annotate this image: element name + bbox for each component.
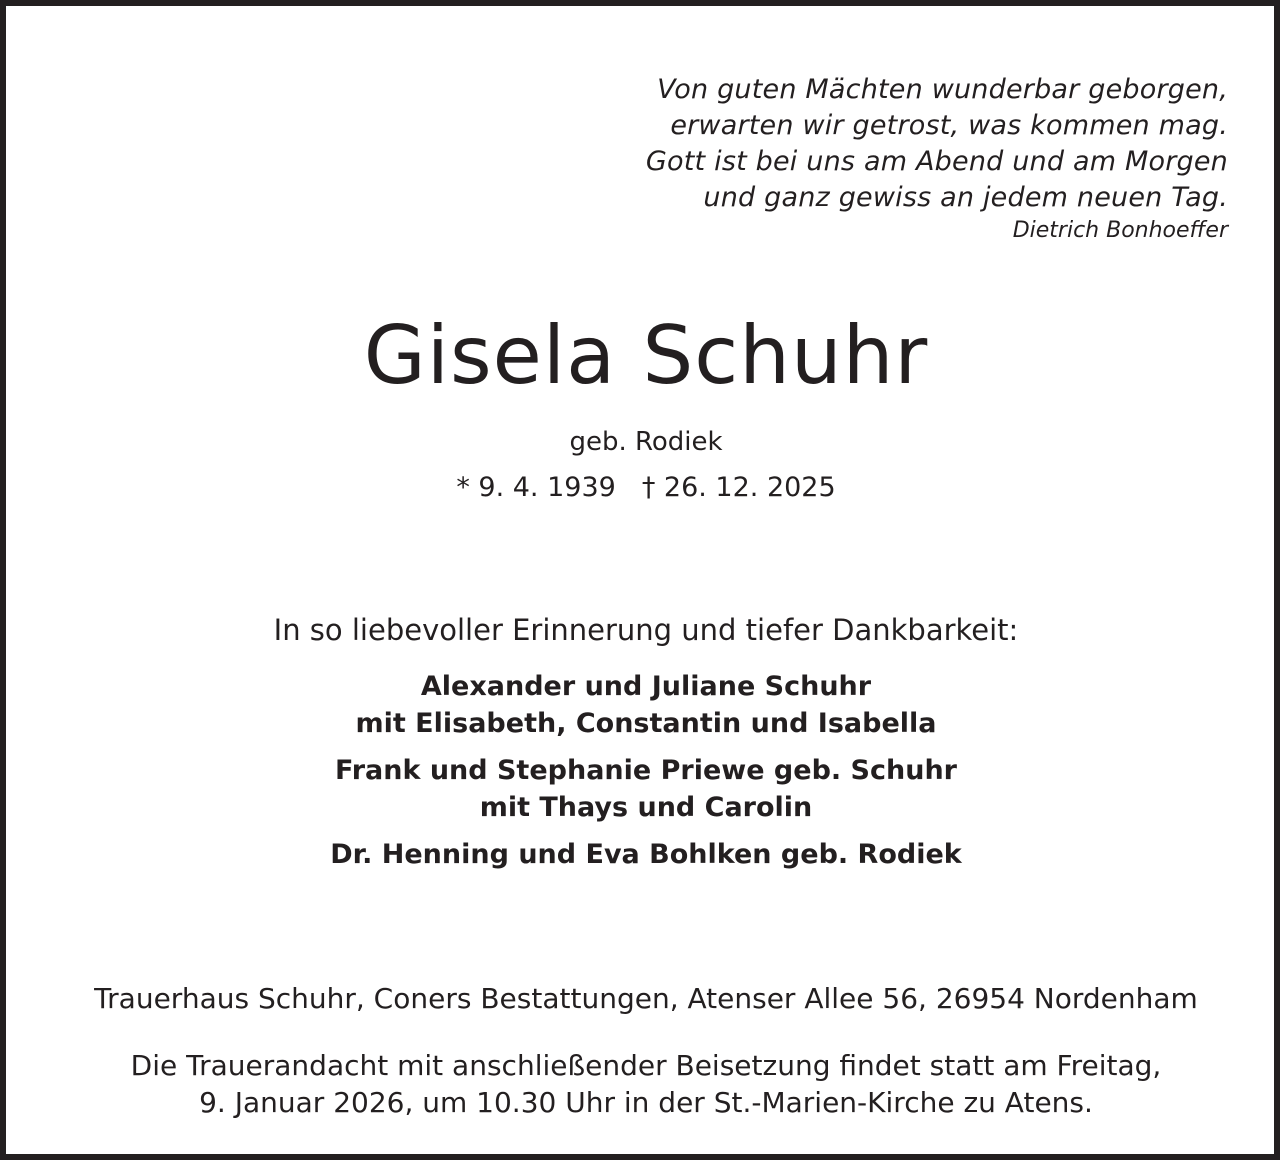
birth-date: * 9. 4. 1939 xyxy=(456,472,616,503)
death-date: † 26. 12. 2025 xyxy=(641,472,836,503)
mourner-line: Alexander und Juliane Schuhr xyxy=(420,671,872,702)
deceased-name: Gisela Schuhr xyxy=(363,309,929,402)
bonhoeffer-quote xyxy=(646,72,1228,246)
mourner-line: Frank und Stephanie Priewe geb. Schuhr xyxy=(334,755,957,786)
quote-line: und ganz gewiss an jedem neuen Tag. xyxy=(703,182,1228,213)
service-line: Die Trauerandacht mit anschließender Beisetzung findet statt am Freitag, xyxy=(130,1049,1162,1082)
mourner-group xyxy=(6,752,1280,826)
quote-author: Dietrich Bonhoeffer xyxy=(1012,218,1228,243)
funeral-service-notice xyxy=(6,1047,1280,1121)
mourning-house-address: Trauerhaus Schuhr, Coners Bestattungen, Atenser Allee 56, 26954 Nordenham xyxy=(94,982,1198,1015)
mourners-list xyxy=(6,668,1280,883)
thanks-line: In so liebevoller Erinnerung und tiefer Dankbarkeit: xyxy=(273,613,1019,647)
mourner-line: mit Thays und Carolin xyxy=(479,792,813,823)
mourner-line: mit Elisabeth, Constantin und Isabella xyxy=(355,708,937,739)
service-line: 9. Januar 2026, um 10.30 Uhr in der St.-Marien-Kirche zu Atens. xyxy=(199,1086,1093,1119)
mourner-line: Dr. Henning und Eva Bohlken geb. Rodiek xyxy=(330,839,962,870)
quote-line: erwarten wir getrost, was kommen mag. xyxy=(670,110,1228,141)
mourner-group xyxy=(6,836,1280,873)
quote-line: Gott ist bei uns am Abend und am Morgen xyxy=(645,146,1228,177)
quote-line: Von guten Mächten wunderbar geborgen, xyxy=(657,74,1228,105)
mourner-group xyxy=(6,668,1280,742)
life-dates xyxy=(6,470,1280,506)
maiden-name: geb. Rodiek xyxy=(569,427,723,457)
